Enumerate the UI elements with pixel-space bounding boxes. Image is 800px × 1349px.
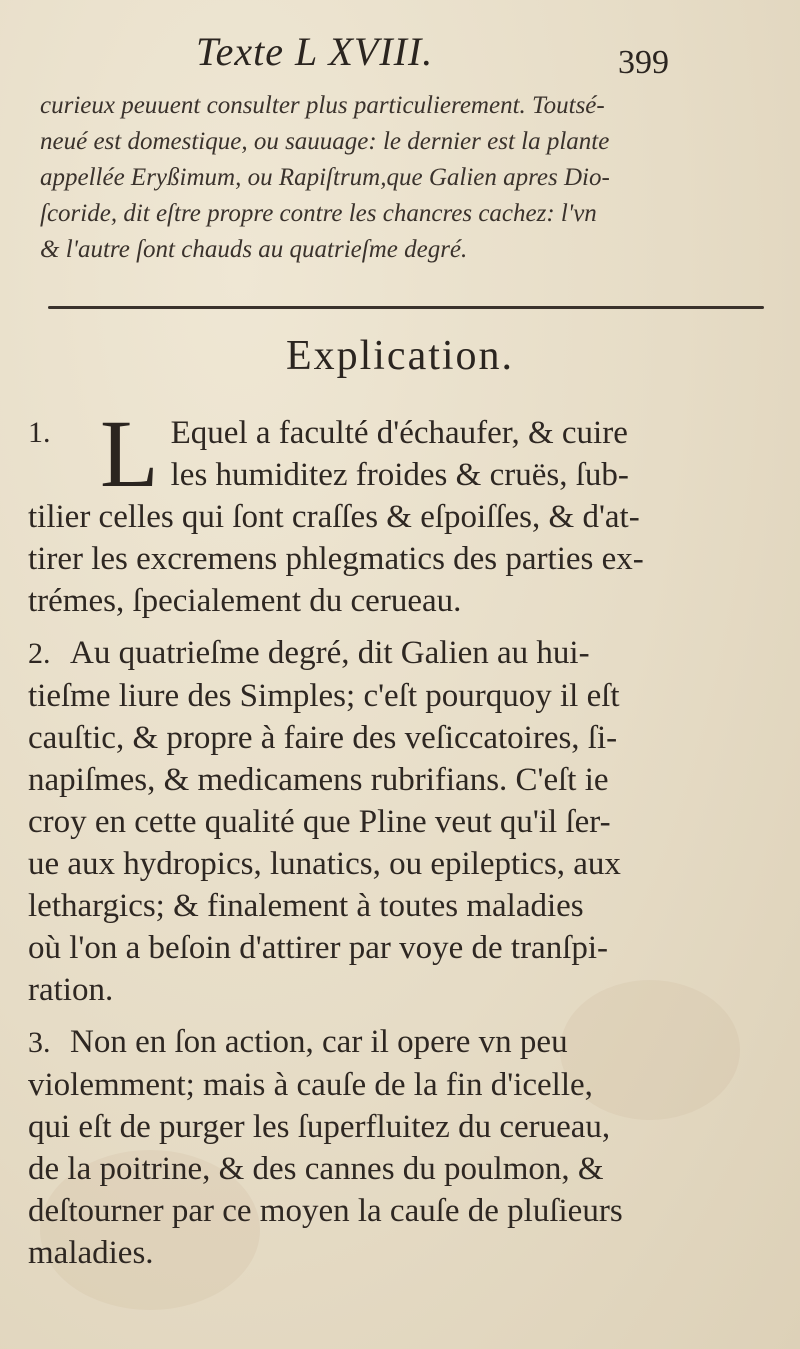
paragraph-3 [28, 1021, 768, 1274]
paragraph-1 [28, 412, 768, 622]
intro-line: appellée Eryßimum, ou Rapiſtrum,que Galien apres Dio- [40, 164, 610, 191]
text-line: tirer les excremens phlegmatics des parties ex- [28, 541, 644, 577]
page-number: 399 [618, 44, 669, 81]
text-line [28, 1021, 768, 1064]
drop-cap: L [100, 412, 159, 496]
running-head [0, 18, 800, 81]
intro-line: neué est domestique, ou sauuage: le dernier est la plante [40, 128, 610, 155]
text-line: croy en cette qualité que Pline veut qu'il ſer- [28, 804, 611, 840]
text-line: tilier celles qui ſont craſſes & eſpoiſſes, & d'at- [28, 499, 640, 535]
intro-line: curieux peuuent consulter plus particulierement. Toutsé- [40, 92, 605, 119]
text-line: maladies. [28, 1235, 154, 1271]
paragraph-number: 1. [28, 416, 51, 449]
text-line: trémes, ſpecialement du cerueau. [28, 583, 462, 619]
running-title: Texte L XVIII. [196, 29, 434, 74]
explanation-body [28, 412, 768, 1284]
section-divider [48, 306, 764, 309]
text-line: où l'on a beſoin d'attirer par voye de tranſpi- [28, 930, 609, 966]
text-line: deſtourner par ce moyen la cauſe de pluſieurs [28, 1193, 623, 1229]
text-line: de la poitrine, & des cannes du poulmon, & [28, 1151, 604, 1187]
text-line: Equel a faculté d'échaufer, & cuire [170, 415, 628, 451]
paragraph-number: 3. [28, 1026, 51, 1059]
section-heading: Explication. [285, 333, 515, 379]
text-line: ue aux hydropics, lunatics, ou epileptics, aux [28, 846, 621, 882]
intro-line: ſcoride, dit eſtre propre contre les chancres cachez: l'vn [40, 200, 597, 227]
text-line: lethargics; & finalement à toutes maladies [28, 888, 584, 924]
text-line-content: Non en ſon action, car il opere vn peu [70, 1024, 568, 1060]
text-line: tieſme liure des Simples; c'eſt pourquoy il eſt [28, 678, 620, 714]
text-line: ration. [28, 972, 114, 1008]
text-line: qui eſt de purger les ſuperfluitez du cerueau, [28, 1109, 611, 1145]
text-line: les humiditez froides & cruës, ſub- [170, 457, 629, 493]
intro-text [40, 88, 770, 268]
intro-line: & l'autre ſont chauds au quatrieſme degré. [40, 236, 468, 263]
paragraph-2 [28, 632, 768, 1011]
text-line: napiſmes, & medicamens rubrifians. C'eſt ie [28, 762, 609, 798]
text-line-content: Au quatrieſme degré, dit Galien au hui- [70, 635, 590, 671]
paragraph-number: 2. [28, 637, 51, 670]
text-line: violemment; mais à cauſe de la fin d'icelle, [28, 1067, 593, 1103]
text-line [28, 632, 768, 675]
text-line: cauſtic, & propre à faire des veſiccatoires, ſi- [28, 720, 618, 756]
